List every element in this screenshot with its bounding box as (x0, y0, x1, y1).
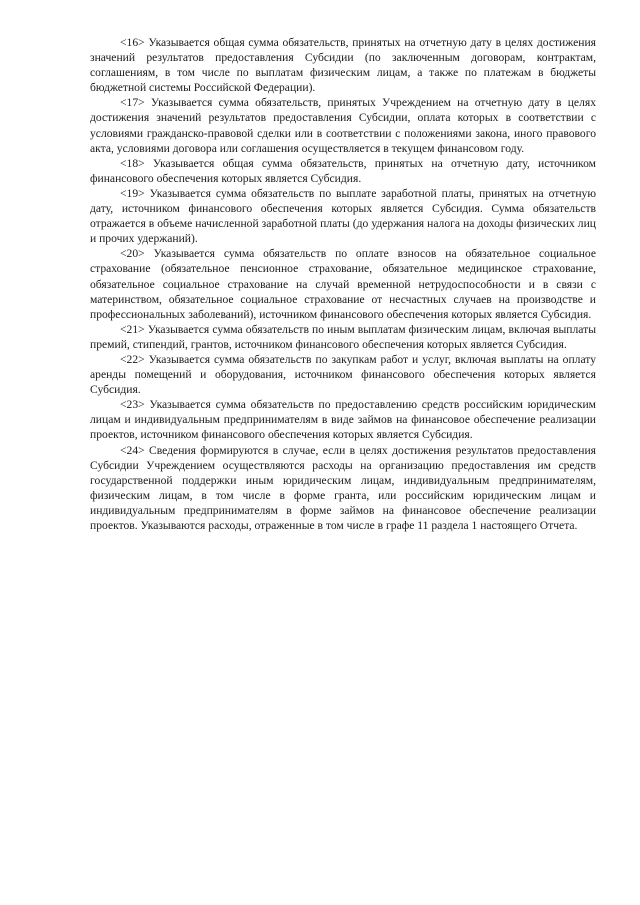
footnote-19: <19> Указывается сумма обязательств по выплате заработной платы, принятых на отчетную дату, источником финансового обеспечения которых является Субсидия. Сумма обязательств отражается в объеме начисленной заработной платы (до удержания налога на доходы физических лиц и прочих удержаний). (90, 186, 596, 246)
footnotes-block (90, 35, 596, 533)
footnote-24: <24> Сведения формируются в случае, если в целях достижения результатов предоставления Субсидии Учреждением осуществляются расходы на организацию предоставления им средств государственной поддержки иным юридическим лицам, индивидуальным предпринимателям, физическим лицам, в том числе в форме гранта, или российским юридическим лицам и индивидуальным предпринимателям в форме займов на финансовое обеспечение реализации проектов. Указываются расходы, отраженные в том числе в графе 11 раздела 1 настоящего Отчета. (90, 443, 596, 532)
footnote-20: <20> Указывается сумма обязательств по оплате взносов на обязательное социальное страхование (обязательное пенсионное страхование, обязательное медицинское страхование, обязательное социальное страхование на случай временной нетрудоспособности и в связи с материнством, обязательное социальное страхование от несчастных случаев на производстве и профессиональных заболеваний), источником финансового обеспечения которых является Субсидия. (90, 247, 596, 321)
footnote-18: <18> Указывается общая сумма обязательств, принятых на отчетную дату, источником финансового обеспечения которых является Субсидия. (90, 156, 596, 185)
footnote-22: <22> Указывается сумма обязательств по закупкам работ и услуг, включая выплаты на оплату аренды помещений и оборудования, источником финансового обеспечения которых является Субсидия. (90, 352, 596, 397)
footnote-17: <17> Указывается сумма обязательств, принятых Учреждением на отчетную дату в целях достижения значений результатов предоставления Субсидии, оплата которых в соответствии с условиями гражданско-правовой сделки или в соответствии с положениями закона, иного правового акта, условиями договора или соглашения осуществляется в текущем финансовом году. (90, 96, 596, 155)
footnote-21: <21> Указывается сумма обязательств по иным выплатам физическим лицам, включая выплаты премий, стипендий, грантов, источником финансового обеспечения которых является Субсидия. (90, 322, 596, 351)
footnote-16: <16> Указывается общая сумма обязательств, принятых на отчетную дату в целях достижения значений результатов предоставления Субсидии (по заключенным договорам, контрактам, соглашениям, в том числе по выплатам физическим лицам, а также по платежам в бюджеты бюджетной системы Российской Федерации). (90, 36, 596, 95)
footnote-23: <23> Указывается сумма обязательств по предоставлению средств российским юридическим лицам и индивидуальным предпринимателям в виде займов на финансовое обеспечение реализации проектов, источником финансового обеспечения которых является Субсидия. (90, 398, 596, 442)
